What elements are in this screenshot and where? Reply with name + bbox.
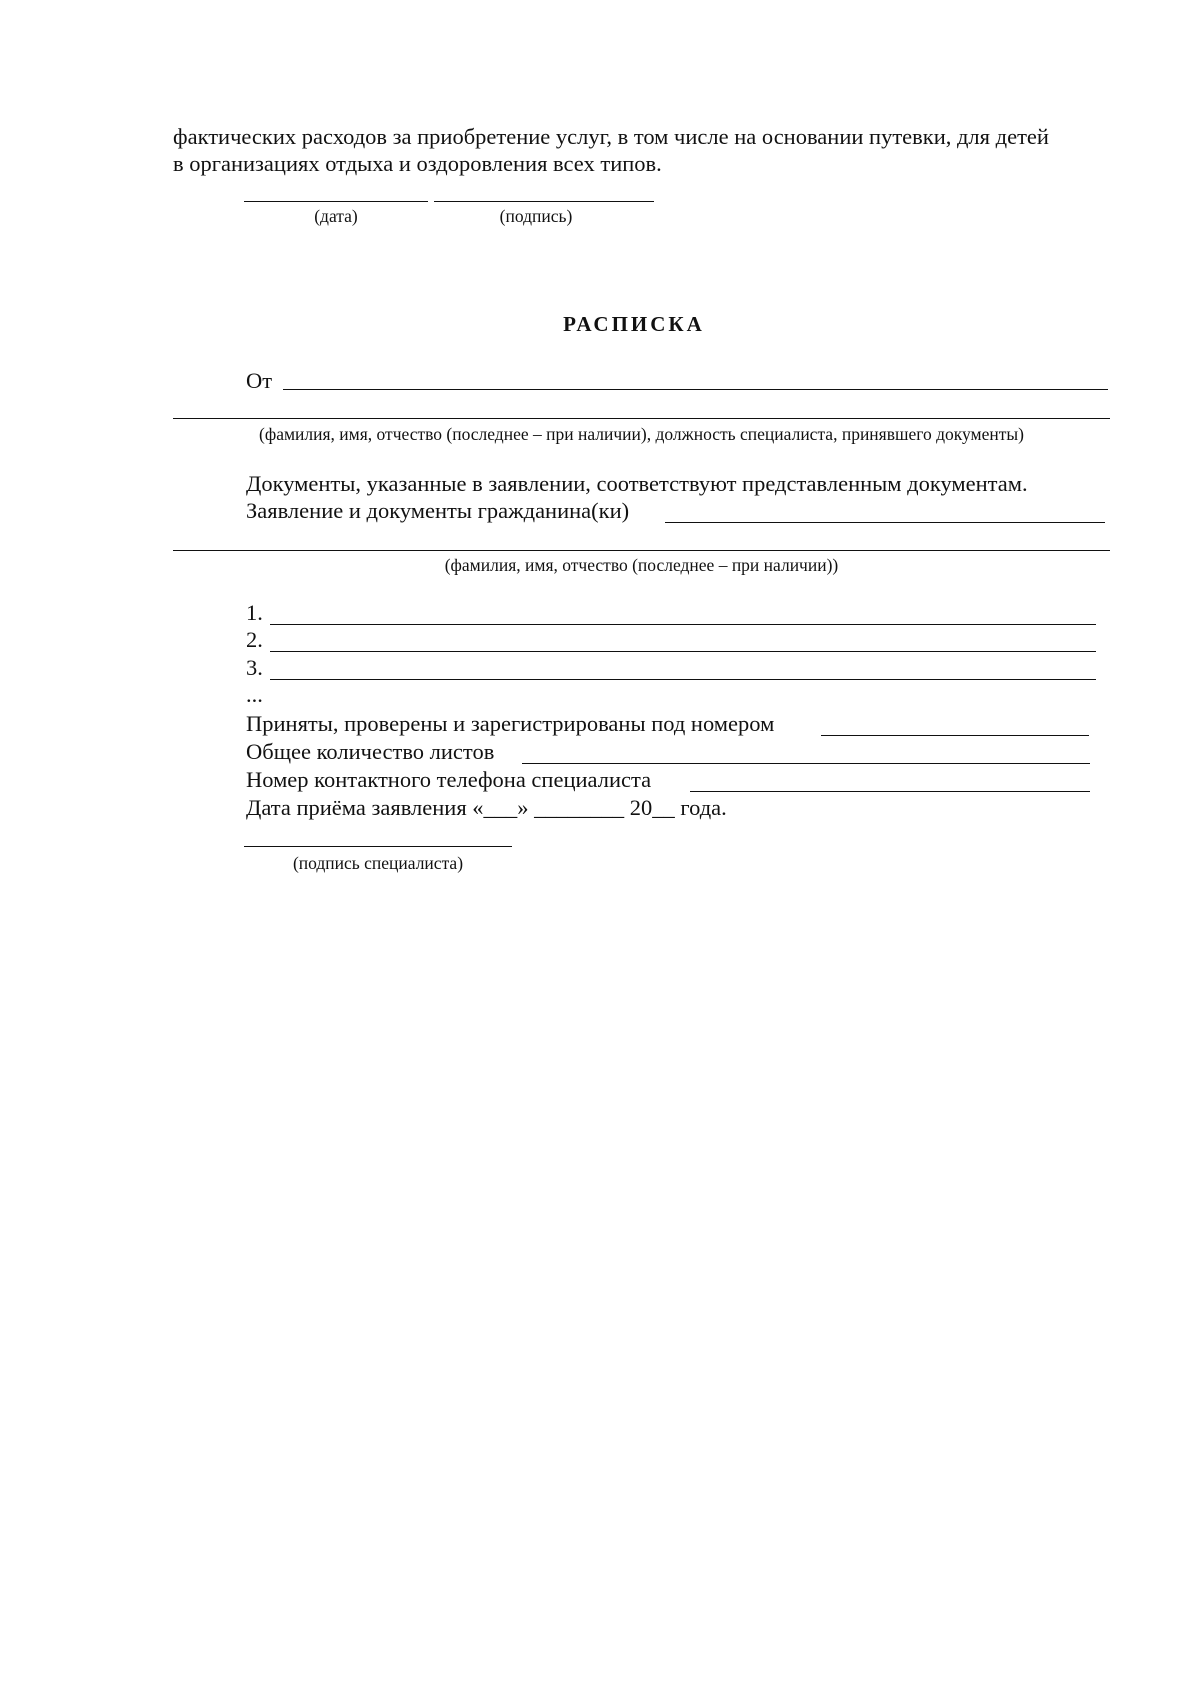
citizen-caption: (фамилия, имя, отчество (последнее – при наличии)) <box>444 555 839 575</box>
specialist-signature-line <box>244 846 512 847</box>
date-caption: (дата) <box>314 206 358 226</box>
signature-caption: (подпись) <box>499 206 573 226</box>
list-ellipsis: ... <box>246 682 263 707</box>
date-line <box>244 201 428 202</box>
documents-match-text: Документы, указанные в заявлении, соответствуют представленным документам. <box>246 471 1028 496</box>
intro-line-1: фактических расходов за приобретение услуг, в том числе на основании путевки, для детей <box>173 124 1049 149</box>
list-item-3-line <box>270 679 1096 680</box>
intro-line-2: в организациях отдыха и оздоровления всех типов. <box>173 151 662 176</box>
registered-label: Приняты, проверены и зарегистрированы под номером <box>246 711 775 736</box>
specialist-signature-caption: (подпись специалиста) <box>292 853 464 873</box>
signature-line <box>434 201 654 202</box>
citizen-fill-line-2 <box>173 550 1110 551</box>
list-item-2-number: 2. <box>246 627 263 652</box>
sheets-fill-line <box>522 763 1090 764</box>
from-fill-line <box>283 389 1108 390</box>
from-fill-line-2 <box>173 418 1110 419</box>
list-item-1-number: 1. <box>246 600 263 625</box>
date-received-text: Дата приёма заявления «___» ________ 20__ года. <box>246 795 727 820</box>
citizen-fill-line <box>665 522 1105 523</box>
sheets-label: Общее количество листов <box>246 739 495 764</box>
phone-label: Номер контактного телефона специалиста <box>246 767 652 792</box>
list-item-1-line <box>270 624 1096 625</box>
list-item-3-number: 3. <box>246 655 263 680</box>
list-item-2-line <box>270 651 1096 652</box>
from-label: От <box>246 368 273 393</box>
registered-fill-line <box>821 735 1089 736</box>
citizen-docs-label: Заявление и документы гражданина(ки) <box>246 498 630 523</box>
phone-fill-line <box>690 791 1090 792</box>
specialist-caption: (фамилия, имя, отчество (последнее – при наличии), должность специалиста, принявшего документы) <box>259 424 1024 444</box>
receipt-title: РАСПИСКА <box>563 312 705 336</box>
